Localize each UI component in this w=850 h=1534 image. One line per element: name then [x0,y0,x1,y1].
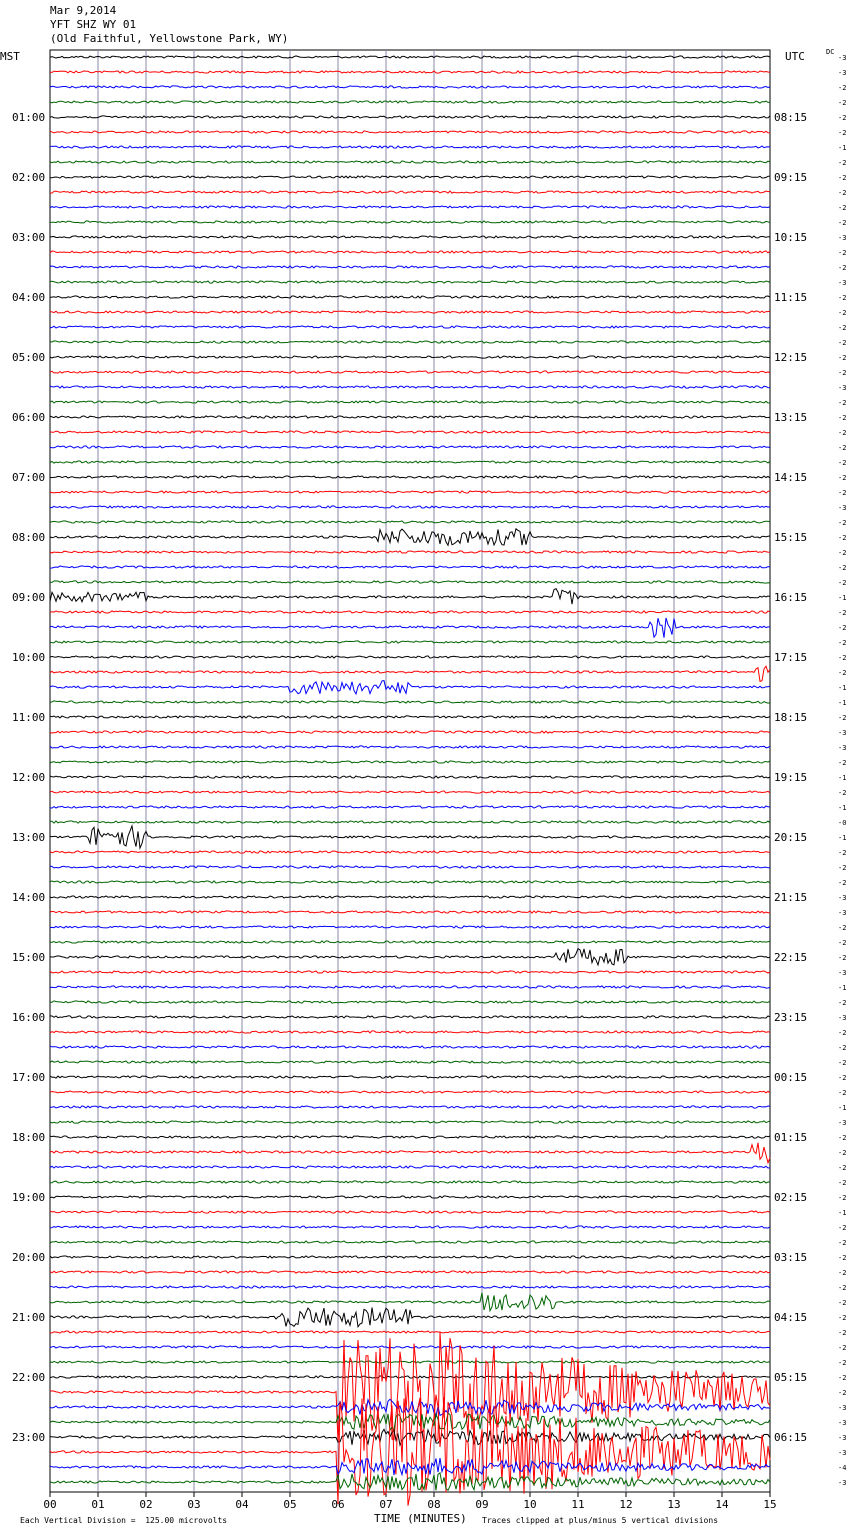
seismic-trace [50,71,770,73]
dc-offset-label: -2 [838,549,847,557]
x-tick-label: 06 [331,1498,345,1511]
mst-hour-label: 01:00 [12,111,46,124]
x-tick-label: 04 [235,1498,249,1511]
utc-hour-label: 08:15 [774,111,808,124]
seismic-trace [50,386,770,388]
x-tick-label: 07 [379,1498,393,1511]
seismic-trace [50,1376,770,1378]
seismic-trace [50,371,770,373]
seismic-trace [50,1271,770,1273]
seismic-trace [50,1001,770,1003]
seismic-trace [50,266,770,268]
dc-offset-label: -2 [838,339,847,347]
utc-hour-label: 01:15 [774,1131,808,1144]
utc-hour-label: 20:15 [774,831,808,844]
utc-hour-label: 12:15 [774,351,808,364]
utc-hour-label: 16:15 [774,591,808,604]
dc-offset-label: -2 [838,324,847,332]
seismic-trace [50,1106,770,1108]
dc-offset-label: -2 [838,654,847,662]
utc-hour-label: 10:15 [774,231,808,244]
dc-offset-label: -2 [838,639,847,647]
station-code: YFT SHZ WY 01 [50,18,137,31]
utc-hour-label: 13:15 [774,411,808,424]
seismic-trace [50,791,770,793]
mst-hour-label: 16:00 [12,1011,46,1024]
dc-offset-label: -2 [838,444,847,452]
dc-offset-label: -2 [838,249,847,257]
dc-offset-label: -2 [838,1239,847,1247]
seismic-trace [50,566,770,568]
seismic-trace [50,1076,770,1078]
seismic-trace [50,1399,770,1416]
seismic-trace [50,1016,770,1018]
dc-offset-label: -2 [838,1029,847,1037]
utc-hour-label: 17:15 [774,651,808,664]
seismic-trace [50,446,770,448]
mst-hour-label: 08:00 [12,531,46,544]
dc-offset-label: -2 [838,294,847,302]
dc-offset-label: -2 [838,99,847,107]
dc-offset-label: -2 [838,1269,847,1277]
dc-offset-label: -2 [838,489,847,497]
dc-offset-label: -2 [838,1134,847,1142]
mst-hour-label: 23:00 [12,1431,46,1444]
dc-offset-label: -1 [838,1209,847,1217]
mst-hour-label: 06:00 [12,411,46,424]
mst-hour-label: 11:00 [12,711,46,724]
seismic-trace [50,431,770,433]
seismic-trace [50,476,770,478]
dc-offset-label: -2 [838,1044,847,1052]
dc-offset-label: -3 [838,279,847,287]
dc-offset-label: -2 [838,1194,847,1202]
dc-offset-label: -2 [838,114,847,122]
dc-offset-label: -1 [838,684,847,692]
mst-timezone-label: MST [0,50,20,63]
dc-offset-label: -2 [838,534,847,542]
dc-offset-label: -2 [838,264,847,272]
plot-date: Mar 9,2014 [50,4,117,17]
utc-hour-label: 23:15 [774,1011,808,1024]
dc-offset-label: -2 [838,1224,847,1232]
dc-offset-label: -1 [838,774,847,782]
mst-hour-label: 04:00 [12,291,46,304]
dc-offset-label: -1 [838,804,847,812]
seismic-trace [50,1211,770,1213]
dc-offset-label: -2 [838,1299,847,1307]
seismic-trace [50,851,770,853]
seismic-trace [50,911,770,913]
dc-offset-label: -2 [838,189,847,197]
seismic-trace [50,1046,770,1048]
dc-offset-label: -2 [838,129,847,137]
seismic-trace [50,86,770,88]
seismic-trace [50,206,770,208]
x-tick-label: 14 [715,1498,729,1511]
dc-offset-label: -3 [838,384,847,392]
dc-offset-label: -3 [838,54,847,62]
seismic-trace [50,1166,770,1168]
dc-offset-label: -2 [838,879,847,887]
utc-hour-label: 18:15 [774,711,808,724]
mst-hour-label: 18:00 [12,1131,46,1144]
seismic-trace [50,191,770,193]
utc-hour-label: 11:15 [774,291,808,304]
mst-hour-label: 21:00 [12,1311,46,1324]
dc-offset-label: -1 [838,594,847,602]
seismic-trace [50,529,770,546]
mst-hour-label: 05:00 [12,351,46,364]
dc-offset-label: -2 [838,1359,847,1367]
mst-hour-label: 13:00 [12,831,46,844]
x-tick-label: 12 [619,1498,633,1511]
seismic-trace [50,716,770,718]
dc-offset-label: -2 [838,399,847,407]
seismic-trace [50,1241,770,1243]
seismic-trace [50,116,770,118]
seismic-trace [50,1286,770,1288]
dc-offset-header: DC [826,48,835,56]
seismic-trace [50,1331,770,1333]
seismic-trace [50,681,770,694]
dc-offset-label: -3 [838,1119,847,1127]
dc-offset-label: -3 [838,504,847,512]
dc-offset-label: -2 [838,864,847,872]
dc-offset-label: -3 [838,234,847,242]
seismic-trace [50,311,770,313]
dc-offset-label: -3 [838,729,847,737]
mst-hour-label: 19:00 [12,1191,46,1204]
dc-offset-label: -3 [838,1449,847,1457]
seismic-trace [50,551,770,553]
seismic-trace [50,1256,770,1258]
scale-note: Each Vertical Division = 125.00 microvolts [20,1516,228,1525]
utc-hour-label: 22:15 [774,951,808,964]
seismic-trace [50,896,770,898]
dc-offset-label: -2 [838,939,847,947]
station-location: (Old Faithful, Yellowstone Park, WY) [50,32,289,45]
dc-offset-label: -3 [838,69,847,77]
seismic-trace [50,1308,770,1327]
seismic-trace [50,401,770,403]
mst-hour-label: 02:00 [12,171,46,184]
mst-hour-label: 15:00 [12,951,46,964]
mst-hour-label: 20:00 [12,1251,46,1264]
seismic-trace [50,101,770,103]
seismic-trace [50,1136,770,1138]
dc-offset-label: -2 [838,564,847,572]
seismic-trace [50,926,770,928]
dc-offset-label: -2 [838,474,847,482]
seismic-trace [50,881,770,883]
dc-offset-label: -3 [838,1419,847,1427]
seismic-trace [50,521,770,523]
seismic-trace [50,806,770,808]
mst-hour-label: 17:00 [12,1071,46,1084]
utc-hour-label: 21:15 [774,891,808,904]
seismic-trace [50,1293,770,1311]
seismic-trace [50,1121,770,1123]
dc-offset-label: -2 [838,1284,847,1292]
dc-offset-label: -1 [838,984,847,992]
dc-offset-label: -2 [838,219,847,227]
seismic-trace [50,161,770,163]
seismic-trace [50,641,770,643]
dc-offset-label: -2 [838,714,847,722]
seismic-trace [50,1458,770,1475]
dc-offset-label: -1 [838,1104,847,1112]
seismic-trace [50,701,770,703]
seismic-trace [50,971,770,973]
utc-hour-label: 14:15 [774,471,808,484]
seismic-trace [50,1181,770,1183]
dc-offset-label: -3 [838,1434,847,1442]
dc-offset-label: -2 [838,1059,847,1067]
seismic-trace [50,581,770,583]
dc-offset-label: -2 [838,954,847,962]
seismic-trace [50,611,770,613]
seismic-trace [50,1361,770,1363]
seismic-trace [50,296,770,298]
seismic-trace [50,146,770,148]
x-tick-label: 09 [475,1498,489,1511]
dc-offset-label: -2 [838,924,847,932]
dc-offset-label: -0 [838,819,847,827]
x-tick-label: 00 [43,1498,57,1511]
dc-offset-label: -2 [838,1314,847,1322]
seismic-trace [50,776,770,778]
seismic-trace [50,656,770,658]
utc-hour-label: 04:15 [774,1311,808,1324]
seismic-trace [50,1091,770,1093]
seismic-trace [50,1031,770,1033]
utc-hour-label: 09:15 [774,171,808,184]
x-tick-label: 10 [523,1498,537,1511]
seismic-trace [50,491,770,493]
dc-offset-label: -2 [838,174,847,182]
seismic-trace [50,221,770,223]
seismic-trace [50,341,770,343]
seismic-trace [50,326,770,328]
dc-offset-label: -2 [838,84,847,92]
seismic-trace [50,1332,770,1442]
seismic-trace [50,1395,770,1506]
seismic-trace [50,746,770,748]
dc-offset-label: -2 [838,309,847,317]
utc-timezone-label: UTC [785,50,805,63]
dc-offset-label: -2 [838,519,847,527]
seismic-trace [50,589,770,605]
dc-offset-label: -2 [838,609,847,617]
seismic-trace [50,1346,770,1348]
x-tick-label: 15 [763,1498,777,1511]
mst-hour-label: 22:00 [12,1371,46,1384]
dc-offset-label: -2 [838,789,847,797]
dc-offset-label: -3 [838,969,847,977]
dc-offset-label: -2 [838,669,847,677]
x-tick-label: 02 [139,1498,153,1511]
utc-hour-label: 19:15 [774,771,808,784]
seismic-trace [50,281,770,283]
dc-offset-label: -2 [838,159,847,167]
utc-hour-label: 00:15 [774,1071,808,1084]
utc-hour-label: 03:15 [774,1251,808,1264]
dc-offset-label: -2 [838,414,847,422]
seismic-trace [50,941,770,943]
x-tick-label: 03 [187,1498,201,1511]
seismic-trace [50,1143,770,1163]
dc-offset-label: -2 [838,1254,847,1262]
clip-note: Traces clipped at plus/minus 5 vertical divisions [482,1516,719,1525]
x-tick-label: 13 [667,1498,681,1511]
dc-offset-label: -2 [838,624,847,632]
dc-offset-label: -2 [838,459,847,467]
dc-offset-label: -2 [838,1149,847,1157]
seismic-trace [50,666,770,681]
seismic-trace [50,1226,770,1228]
utc-hour-label: 02:15 [774,1191,808,1204]
utc-hour-label: 05:15 [774,1371,808,1384]
seismic-trace [50,176,770,178]
x-tick-label: 05 [283,1498,297,1511]
dc-offset-label: -1 [838,699,847,707]
mst-hour-label: 14:00 [12,891,46,904]
seismic-trace [50,356,770,358]
dc-offset-label: -2 [838,1374,847,1382]
dc-offset-label: -3 [838,744,847,752]
seismic-trace [50,949,770,965]
dc-offset-label: -1 [838,144,847,152]
mst-hour-label: 07:00 [12,471,46,484]
mst-hour-label: 12:00 [12,771,46,784]
mst-hour-label: 03:00 [12,231,46,244]
dc-offset-label: -2 [838,1329,847,1337]
x-tick-label: 08 [427,1498,441,1511]
seismic-trace [50,251,770,253]
seismic-trace [50,866,770,868]
mst-hour-label: 10:00 [12,651,46,664]
dc-offset-label: -3 [838,1404,847,1412]
dc-offset-label: -2 [838,1074,847,1082]
utc-hour-label: 06:15 [774,1431,808,1444]
mst-hour-label: 09:00 [12,591,46,604]
seismic-trace [50,506,770,508]
utc-hour-label: 15:15 [774,531,808,544]
seismic-trace [50,986,770,988]
dc-offset-label: -2 [838,1389,847,1397]
seismic-trace [50,826,770,848]
dc-offset-label: -2 [838,1089,847,1097]
seismic-trace [50,56,770,58]
dc-offset-label: -2 [838,204,847,212]
x-tick-label: 11 [571,1498,585,1511]
seismic-trace [50,618,770,638]
seismic-trace [50,761,770,763]
seismic-trace [50,1061,770,1063]
dc-offset-label: -3 [838,909,847,917]
x-axis-label: TIME (MINUTES) [374,1512,467,1525]
dc-offset-label: -2 [838,759,847,767]
dc-offset-label: -1 [838,834,847,842]
seismic-trace [50,821,770,823]
dc-offset-label: -4 [838,1464,847,1472]
dc-offset-label: -2 [838,1164,847,1172]
dc-offset-label: -2 [838,999,847,1007]
dc-offset-label: -3 [838,1014,847,1022]
dc-offset-label: -2 [838,1179,847,1187]
dc-offset-label: -2 [838,429,847,437]
dc-offset-label: -2 [838,354,847,362]
dc-offset-label: -2 [838,849,847,857]
seismic-trace [50,236,770,238]
x-tick-label: 01 [91,1498,105,1511]
seismic-trace [50,1196,770,1198]
dc-offset-label: -3 [838,1479,847,1487]
seismic-trace [50,131,770,133]
seismic-trace [50,461,770,463]
seismic-trace [50,731,770,733]
dc-offset-label: -2 [838,579,847,587]
dc-offset-label: -3 [838,894,847,902]
dc-offset-label: -2 [838,369,847,377]
seismic-trace [50,416,770,418]
dc-offset-label: -2 [838,1344,847,1352]
